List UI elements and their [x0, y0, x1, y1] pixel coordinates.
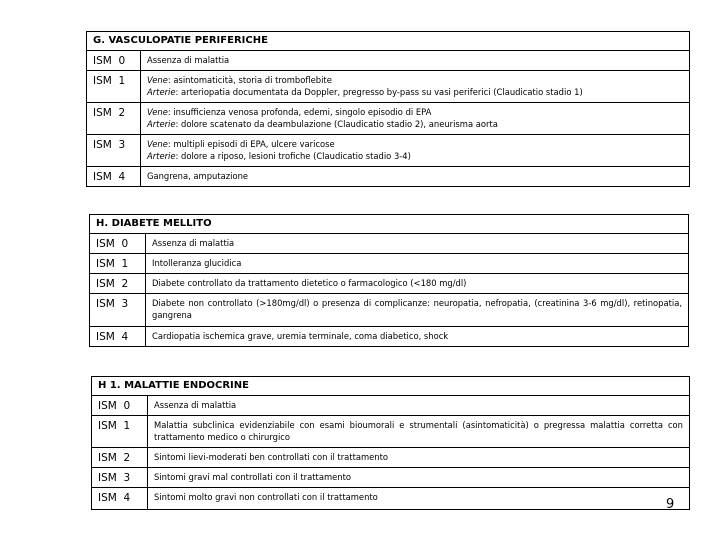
table-row — [92, 488, 690, 510]
table-row — [92, 448, 690, 468]
ism-code: ISM 4 — [90, 327, 146, 347]
table-row — [90, 327, 689, 347]
ism-description: Sintomi gravi mal controllati con il trattamento — [148, 468, 690, 488]
arterie-text: : dolore scatenato da deambulazione (Claudicatio stadio 2), aneurisma aorta — [175, 118, 498, 129]
ism-code: ISM 4 — [87, 167, 141, 187]
vene-label: Vene — [147, 139, 168, 149]
arterie-label: Arterie — [147, 118, 176, 129]
ism-code: ISM 2 — [92, 448, 148, 468]
table-row — [87, 71, 690, 103]
ism-code: ISM 1 — [90, 254, 146, 274]
vene-label: Vene — [147, 75, 168, 85]
arterie-label: Arterie — [147, 86, 176, 97]
table-row — [87, 167, 690, 187]
table-row — [92, 468, 690, 488]
arterie-text: : arteriopatia documentata da Doppler, pregresso by-pass su vasi periferici (Claudicatio stadio 1) — [175, 86, 583, 97]
section-g-table — [86, 31, 690, 187]
table-row — [90, 274, 689, 294]
ism-description: Sintomi molto gravi non controllati con il trattamento — [148, 488, 690, 510]
vene-text: : insufficienza venosa profonda, edemi, singolo episodio di EPA — [167, 107, 432, 117]
table-row — [90, 234, 689, 254]
ism-code: ISM 0 — [87, 51, 141, 71]
ism-code: ISM 2 — [90, 274, 146, 294]
page-number: 9 — [666, 497, 675, 512]
ism-code: ISM 4 — [92, 488, 148, 510]
ism-description: Assenza di malattia — [146, 234, 689, 254]
vene-label: Vene — [147, 107, 168, 117]
ism-code: ISM 3 — [87, 135, 141, 167]
arterie-text: : dolore a riposo, lesioni trofiche (Claudicatio stadio 3-4) — [175, 150, 411, 161]
ism-code: ISM 1 — [92, 416, 148, 448]
table-row — [92, 416, 690, 448]
table-row — [90, 294, 689, 327]
section-title: H. DIABETE MELLITO — [90, 215, 689, 234]
ism-code: ISM 2 — [87, 103, 141, 135]
ism-description: Diabete controllato da trattamento dietetico o farmacologico (<180 mg/dl) — [146, 274, 689, 294]
ism-description: Diabete non controllato (>180mg/dl) o presenza di complicanze: neuropatia, nefropatia, (creatinina 3-6 mg/dl), retinopatia, gangrena — [146, 294, 689, 327]
vene-text: : asintomaticità, storia di tromboflebite — [167, 75, 332, 85]
table-row — [90, 254, 689, 274]
ism-description: Cardiopatia ischemica grave, uremia terminale, coma diabetico, shock — [146, 327, 689, 347]
table-row — [87, 51, 690, 71]
section-h-table — [89, 214, 689, 347]
vene-text: : multipli episodi di EPA, ulcere varicose — [167, 139, 335, 149]
ism-description: Sintomi lievi-moderati ben controllati con il trattamento — [148, 448, 690, 468]
ism-code: ISM 0 — [90, 234, 146, 254]
section-h1-table — [91, 376, 690, 510]
table-row — [92, 396, 690, 416]
table-row — [87, 135, 690, 167]
ism-description — [141, 103, 690, 135]
section-title: G. VASCULOPATIE PERIFERICHE — [87, 32, 690, 51]
section-title: H 1. MALATTIE ENDOCRINE — [92, 377, 690, 396]
ism-description: Assenza di malattia — [141, 51, 690, 71]
arterie-label: Arterie — [147, 150, 176, 161]
ism-code: ISM 3 — [92, 468, 148, 488]
ism-description: Assenza di malattia — [148, 396, 690, 416]
ism-description — [141, 71, 690, 103]
ism-description: Malattia subclinica evidenziabile con esami bioumorali e strumentali (asintomaticità) o pregressa malattia corretta con trattamento medico o chirurgico — [148, 416, 690, 448]
ism-description — [141, 135, 690, 167]
ism-code: ISM 3 — [90, 294, 146, 327]
ism-description: Intolleranza glucidica — [146, 254, 689, 274]
table-row — [87, 103, 690, 135]
ism-description: Gangrena, amputazione — [141, 167, 690, 187]
ism-code: ISM 0 — [92, 396, 148, 416]
ism-code: ISM 1 — [87, 71, 141, 103]
